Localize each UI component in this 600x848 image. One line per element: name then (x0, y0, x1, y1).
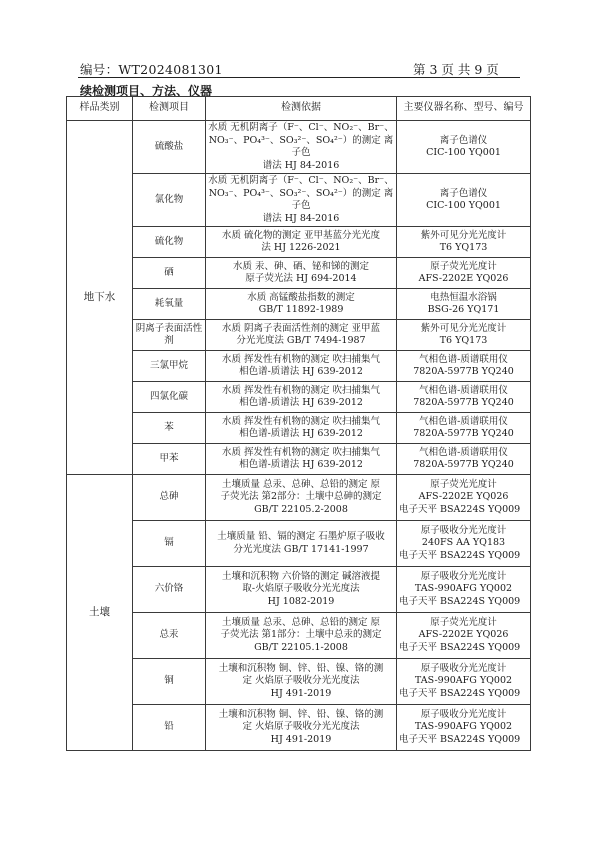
test-item: 四氯化碳 (133, 382, 206, 413)
table-row (67, 521, 531, 567)
basis-line: 法 HJ 1226-2021 (261, 242, 341, 253)
test-item: 耗氧量 (133, 289, 206, 320)
basis-line: 土壤和沉积物 铜、锌、铅、镍、铬的测 (218, 662, 384, 674)
instrument-line: 离子色谱仪 (439, 134, 488, 146)
test-basis (206, 258, 397, 289)
basis-line: HJ 491-2019 (270, 687, 332, 699)
table-header-row (67, 97, 531, 121)
table-row (67, 351, 531, 382)
table-row (67, 258, 531, 289)
basis-line: HJ 1082-2019 (267, 595, 335, 607)
basis-line: 谱法 HJ 84-2016 (262, 212, 340, 224)
instrument-line: T6 YQ173 (439, 335, 488, 346)
basis-line: 谱法 HJ 84-2016 (262, 159, 340, 171)
test-item: 铜 (133, 659, 206, 705)
instrument-line: 电子天平 BSA224S YQ009 (399, 641, 521, 653)
test-item: 苯 (133, 413, 206, 444)
instrument-line: 原子吸收分光光度计 (420, 662, 507, 674)
instrument-line: 7820A-5977B YQ240 (413, 366, 514, 377)
instrument-info (397, 227, 531, 258)
test-basis (206, 382, 397, 413)
sample-category: 土壤 (67, 475, 133, 751)
basis-line: 土壤质量 总汞、总砷、总铅的测定 原 (221, 478, 381, 490)
basis-line: 定 火焰原子吸收分光光度法 (242, 721, 360, 733)
instrument-info (397, 567, 531, 613)
basis-line: 子荧光法 第1部分：土壤中总汞的测定 (220, 629, 382, 641)
instrument-line: 气相色谱-质谱联用仪 (419, 384, 508, 396)
basis-line: 土壤质量 总汞、总砷、总铅的测定 原 (221, 616, 381, 628)
basis-line: GB/T 22105.2-2008 (254, 503, 348, 515)
instrument-line: TAS-990AFG YQ002 (414, 675, 513, 687)
basis-line: 子荧光法 第2部分：土壤中总砷的测定 (220, 491, 382, 503)
test-item: 硒 (133, 258, 206, 289)
instrument-line: T6 YQ173 (439, 242, 488, 253)
col-header-basis: 检测依据 (206, 97, 397, 121)
report-number: 编号：WT2024081301 (80, 62, 223, 77)
instrument-line: TAS-990AFG YQ002 (414, 583, 513, 595)
instrument-line: 240FS AA YQ183 (421, 537, 506, 549)
test-item: 氯化物 (133, 174, 206, 227)
test-basis (206, 444, 397, 475)
basis-line: 水质 高锰酸盐指数的测定 (247, 291, 355, 303)
instrument-line: 电子天平 BSA224S YQ009 (399, 595, 521, 607)
instrument-info (397, 382, 531, 413)
basis-line: 水质 阴离子表面活性剂的测定 亚甲蓝 (221, 322, 381, 334)
sample-category: 地下水 (67, 121, 133, 475)
test-item: 阴离子表面活性剂 (133, 320, 206, 351)
basis-line: 水质 挥发性有机物的测定 吹扫捕集气 (221, 384, 381, 396)
table-row (67, 382, 531, 413)
basis-line: HJ 491-2019 (270, 733, 332, 745)
instrument-line: 气相色谱-质谱联用仪 (419, 446, 508, 458)
table-row (67, 320, 531, 351)
test-basis (206, 613, 397, 659)
test-item: 硫化物 (133, 227, 206, 258)
basis-line: 定 火焰原子吸收分光光度法 (242, 675, 360, 687)
basis-line: NO₃⁻、PO₄³⁻、SO₃²⁻、SO₄²⁻）的测定 离子色 (208, 134, 394, 158)
instrument-line: CIC-100 YQ001 (426, 147, 501, 158)
test-item: 六价铬 (133, 567, 206, 613)
test-item: 甲苯 (133, 444, 206, 475)
basis-line: 相色谱-质谱法 HJ 639-2012 (239, 366, 363, 377)
instrument-line: 原子荧光光度计 (430, 478, 497, 490)
col-header-item: 检测项目 (133, 97, 206, 121)
instrument-line: 离子色谱仪 (439, 187, 488, 199)
test-item: 硫酸盐 (133, 121, 206, 174)
page-info: 第 3 页 共 9 页 (413, 62, 499, 77)
methods-table (66, 96, 531, 751)
table-row (67, 475, 531, 521)
test-item: 镉 (133, 521, 206, 567)
table-row (67, 121, 531, 174)
table-row (67, 174, 531, 227)
test-basis (206, 659, 397, 705)
instrument-info (397, 320, 531, 351)
basis-line: 相色谱-质谱法 HJ 639-2012 (239, 397, 363, 408)
test-basis (206, 289, 397, 320)
col-header-category: 样品类别 (67, 97, 133, 121)
table-row (67, 413, 531, 444)
table-row (67, 227, 531, 258)
instrument-line: 电子天平 BSA224S YQ009 (399, 549, 521, 561)
basis-line: 土壤和沉积物 铜、锌、铅、镍、铬的测 (218, 708, 384, 720)
test-basis (206, 413, 397, 444)
instrument-info (397, 413, 531, 444)
instrument-info (397, 258, 531, 289)
basis-line: GB/T 11892-1989 (258, 304, 344, 315)
basis-line: 相色谱-质谱法 HJ 639-2012 (239, 428, 363, 439)
instrument-line: 电子天平 BSA224S YQ009 (399, 687, 521, 699)
basis-line: GB/T 22105.1-2008 (254, 641, 348, 653)
basis-line: 分光光度法 GB/T 7494-1987 (236, 335, 366, 346)
test-item: 总汞 (133, 613, 206, 659)
instrument-line: BSG-26 YQ171 (427, 304, 500, 315)
table-row (67, 567, 531, 613)
instrument-line: 7820A-5977B YQ240 (413, 459, 514, 470)
instrument-line: AFS-2202E YQ026 (418, 273, 509, 284)
col-header-instrument: 主要仪器名称、型号、编号 (397, 97, 531, 121)
instrument-line: 电子天平 BSA224S YQ009 (399, 733, 521, 745)
instrument-line: 气相色谱-质谱联用仪 (419, 415, 508, 427)
instrument-line: CIC-100 YQ001 (426, 200, 501, 211)
basis-line: 水质 无机阴离子（F⁻、Cl⁻、NO₂⁻、Br⁻、 (208, 122, 394, 133)
instrument-line: 原子吸收分光光度计 (420, 708, 507, 720)
instrument-info (397, 289, 531, 320)
table-row (67, 613, 531, 659)
instrument-line: 原子吸收分光光度计 (420, 570, 507, 582)
instrument-info (397, 444, 531, 475)
instrument-line: TAS-990AFG YQ002 (414, 721, 513, 733)
instrument-line: 原子荧光光度计 (430, 260, 497, 272)
instrument-line: 电子天平 BSA224S YQ009 (399, 503, 521, 515)
section-title: 续检测项目、方法、仪器 (80, 84, 213, 98)
basis-line: 取-火焰原子吸收分光光度法 (242, 583, 360, 595)
test-basis (206, 705, 397, 751)
instrument-info (397, 351, 531, 382)
instrument-line: 紫外可见分光光度计 (420, 229, 507, 241)
test-basis (206, 475, 397, 521)
instrument-info (397, 613, 531, 659)
test-basis (206, 227, 397, 258)
table-row (67, 444, 531, 475)
instrument-info (397, 659, 531, 705)
instrument-line: 原子荧光光度计 (430, 616, 497, 628)
test-basis (206, 351, 397, 382)
basis-line: 水质 挥发性有机物的测定 吹扫捕集气 (221, 353, 381, 365)
basis-line: 水质 汞、砷、硒、铋和锑的测定 (232, 260, 370, 272)
test-item: 铅 (133, 705, 206, 751)
test-item: 总砷 (133, 475, 206, 521)
basis-line: 土壤和沉积物 六价铬的测定 碱溶液提 (221, 570, 381, 582)
instrument-line: 电热恒温水浴锅 (430, 291, 497, 303)
test-basis (206, 320, 397, 351)
basis-line: 水质 挥发性有机物的测定 吹扫捕集气 (221, 415, 381, 427)
instrument-info (397, 521, 531, 567)
basis-line: 水质 硫化物的测定 亚甲基蓝分光光度 (221, 229, 381, 241)
table-row (67, 705, 531, 751)
table-row (67, 289, 531, 320)
instrument-line: 紫外可见分光光度计 (420, 322, 507, 334)
instrument-info (397, 174, 531, 227)
test-basis (206, 174, 397, 227)
instrument-line: 气相色谱-质谱联用仪 (419, 353, 508, 365)
basis-line: 分光光度法 GB/T 17141-1997 (233, 543, 369, 555)
header-rule (78, 77, 520, 78)
test-basis (206, 521, 397, 567)
instrument-info (397, 705, 531, 751)
basis-line: 原子荧光法 HJ 694-2014 (245, 273, 357, 284)
test-item: 三氯甲烷 (133, 351, 206, 382)
test-basis (206, 567, 397, 613)
instrument-info (397, 121, 531, 174)
basis-line: 水质 无机阴离子（F⁻、Cl⁻、NO₂⁻、Br⁻、 (208, 175, 394, 186)
basis-line: 土壤质量 铅、镉的测定 石墨炉原子吸收 (217, 531, 385, 542)
instrument-line: 原子吸收分光光度计 (420, 524, 507, 536)
test-basis (206, 121, 397, 174)
instrument-info (397, 475, 531, 521)
basis-line: 水质 挥发性有机物的测定 吹扫捕集气 (221, 446, 381, 458)
basis-line: 相色谱-质谱法 HJ 639-2012 (239, 459, 363, 470)
table-row (67, 659, 531, 705)
instrument-line: 7820A-5977B YQ240 (413, 397, 514, 408)
instrument-line: AFS-2202E YQ026 (418, 491, 509, 503)
instrument-line: AFS-2202E YQ026 (418, 629, 509, 641)
basis-line: NO₃⁻、PO₄³⁻、SO₃²⁻、SO₄²⁻）的测定 离子色 (208, 187, 394, 211)
instrument-line: 7820A-5977B YQ240 (413, 428, 514, 439)
